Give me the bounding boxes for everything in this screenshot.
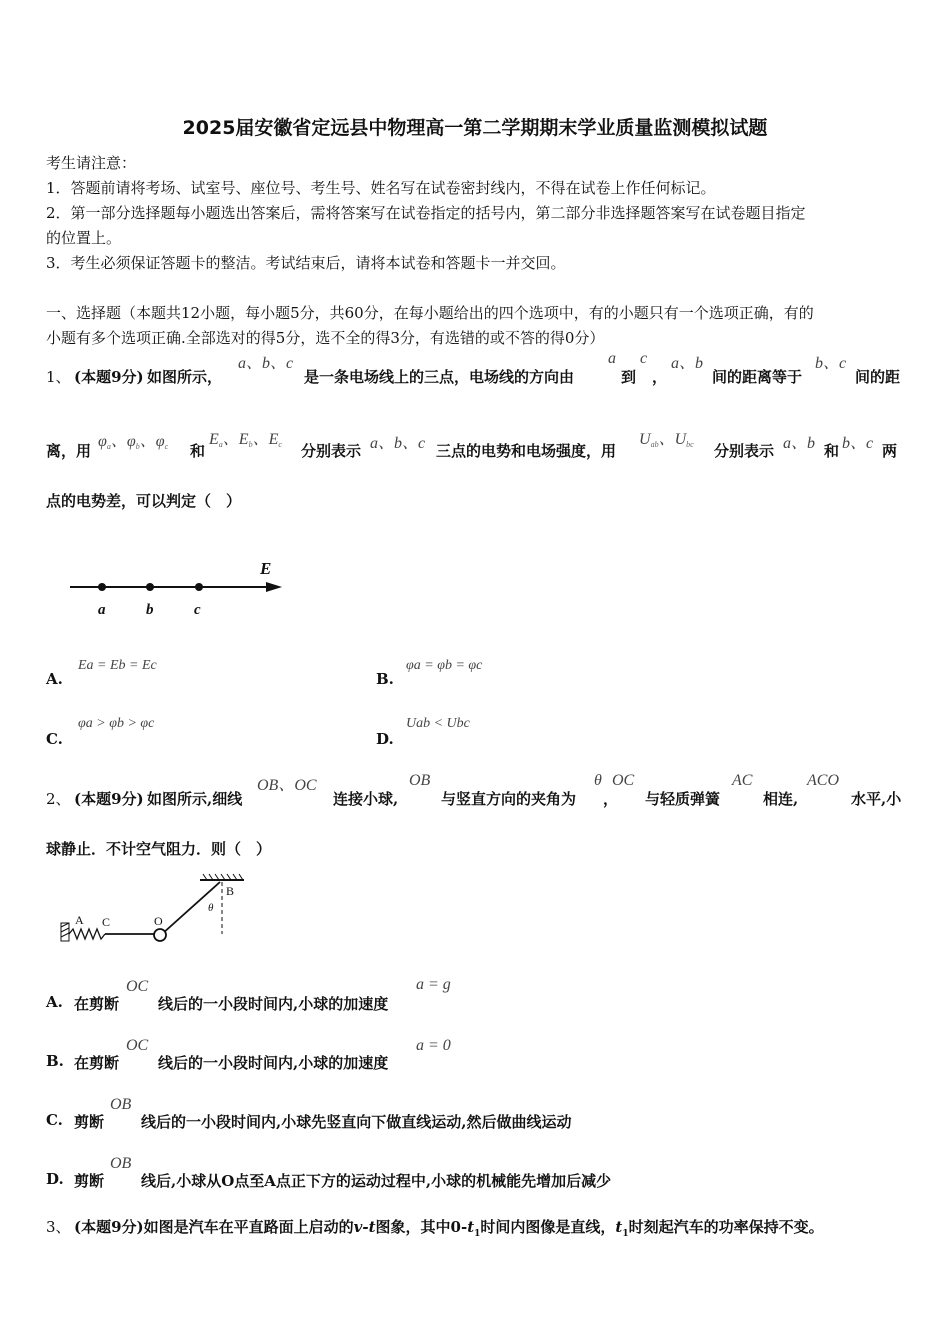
q1-math: c [640,350,648,367]
notice-item: 3．考生必须保证答题卡的整洁。考试结束后，请将本试卷和答题卡一并交回。 [46,254,566,272]
point-a [98,583,106,591]
point-b [146,583,154,591]
q1-math-U: $U_{ab}$、$U_{bc}$ [639,431,694,449]
label-C: C [102,915,111,929]
q1-math: b、c [815,355,847,372]
q1-option-d-label[interactable]: D. [376,730,394,748]
q1-text: 点的电势差，可以判定（ ） [46,492,242,510]
q2-option-b-text: 在剪断 [74,1054,120,1072]
q1-math: a、b、c [238,355,294,372]
q1-math: a、b、c [370,435,426,452]
q1-text: 间的距 [855,368,901,386]
q2-option-d-text: 线后,小球从O点至A点正下方的运动过程中,小球的机械能先增加后减少 [141,1172,612,1190]
q1-text: 三点的电势和电场强度，用 [436,442,617,460]
q2-text: 与竖直方向的夹角为 [441,790,577,808]
q2-text: 相连, [763,790,799,808]
q1-text: 和 [190,442,206,460]
q1-option-a-label[interactable]: A. [46,670,63,688]
q1-math: a、b [671,355,704,372]
notice-item: 2．第一部分选择题每小题选出答案后，需将答案写在试卷指定的括号内，第二部分非选择题答案写在试卷题目指定 [46,204,806,222]
q1-text: 离，用 [46,442,92,460]
q1-math-phi: $\varphi_a$、$\varphi_b$、$\varphi_c$ [98,433,169,451]
section-heading-line1: 一、选择题（本题共12小题，每小题5分，共60分，在每小题给出的四个选项中，有的小题只有一个选项正确，有的 [46,304,814,322]
q2-text: 水平,小 [851,790,902,808]
label-a: a [98,602,106,618]
spring-string-figure [58,870,258,950]
q1-option-c-expr: φa > φb > φc [78,716,155,731]
q2-math: ACO [807,772,839,789]
q2-option-a-label[interactable]: A. [46,993,63,1011]
label-b: b [146,602,154,618]
section-heading-line2: 小题有多个选项正确.全部选对的得5分，选不全的得3分，有选错的或不答的得0分） [46,329,605,347]
q1-math: b、c [842,435,874,452]
q2-text: 与轻质弹簧 [645,790,721,808]
wall [61,923,69,941]
q1-score: (本题9分) [74,368,144,386]
q3-line: (本题9分)如图是汽车在平直路面上启动的v-t图象，其中$0-t_1$时间内图像是直线，$t_1$时刻起汽车的功率保持不变。 [74,1218,824,1239]
notice-item: 1．答题前请将考场、试室号、座位号、考生号、姓名写在试卷密封线内，不得在试卷上作任何标记。 [46,179,716,197]
q2-option-d-math: OB [110,1155,132,1172]
q2-option-c-math: OB [110,1096,132,1113]
q2-option-a-math: a = g [416,976,451,993]
q1-text: 是一条电场线上的三点，电场线的方向由 [304,368,575,386]
q2-option-a-text: 在剪断 [74,995,120,1013]
page-title: 2025届安徽省定远县中物理高一第二学期期末学业质量监测模拟试题 [182,117,768,139]
label-theta: θ [208,902,214,914]
spring-AC [69,929,105,939]
q2-number: 2、 [46,790,71,808]
label-c: c [194,602,201,618]
q2-option-b-text: 线后的一小段时间内,小球的加速度 [158,1054,389,1072]
q1-text: 间的距离等于 [712,368,803,386]
q1-text: 如图所示， [147,368,223,386]
q2-option-b-math: OC [126,1037,149,1054]
q1-option-a-expr: Ea = Eb = Ec [78,658,157,673]
q2-math: OB、OC [257,777,317,794]
q2-option-b-label[interactable]: B. [46,1052,64,1070]
q1-text: 分别表示 [301,442,362,460]
q2-option-c-label[interactable]: C. [46,1111,63,1129]
field-label-E: E [260,559,272,578]
q1-text: ， [652,368,668,386]
q1-text: 两 [882,442,898,460]
q2-text: 连接小球, [333,790,399,808]
ball-O [154,929,166,941]
q1-option-c-label[interactable]: C. [46,730,63,748]
q2-option-d-label[interactable]: D. [46,1170,64,1188]
q2-option-b-math: a = 0 [416,1037,451,1054]
q2-option-d-text: 剪断 [74,1172,105,1190]
q1-text: 到 [621,368,637,386]
notice-item: 的位置上。 [46,229,122,247]
q1-option-d-expr: Uab < Ubc [406,716,470,731]
q2-text: ， [603,790,619,808]
q1-option-b-label[interactable]: B. [376,670,394,688]
q2-score: (本题9分) [74,790,144,808]
q1-math: a、b [783,435,816,452]
q2-option-a-math: OC [126,978,149,995]
q2-text: 如图所示,细线 [147,790,243,808]
q2-math: OC [612,772,635,789]
q1-option-b-expr: φa = φb = φc [406,658,483,673]
q1-text: 分别表示 [714,442,775,460]
q2-math: OB [409,772,431,789]
q2-option-c-text: 剪断 [74,1113,105,1131]
field-line-figure [60,552,300,632]
notice-heading: 考生请注意： [46,154,137,172]
q3-score: (本题9分) [74,1218,144,1236]
q1-math: a [608,350,616,367]
arrow-head-icon [266,582,282,592]
label-O: O [154,914,163,928]
label-A: A [75,913,84,927]
label-B: B [226,884,235,898]
q3-number: 3、 [46,1218,71,1236]
q2-math: θ [594,772,602,789]
q1-number: 1、 [46,368,71,386]
point-c [195,583,203,591]
q1-text: 和 [824,442,840,460]
q2-math: AC [732,772,753,789]
q2-option-c-text: 线后的一小段时间内,小球先竖直向下做直线运动,然后做曲线运动 [141,1113,572,1131]
q2-text: 球静止．不计空气阻力．则（ ） [46,840,272,858]
q1-math-E: $E_a$、$E_b$、$E_c$ [209,431,282,449]
q2-option-a-text: 线后的一小段时间内,小球的加速度 [158,995,389,1013]
